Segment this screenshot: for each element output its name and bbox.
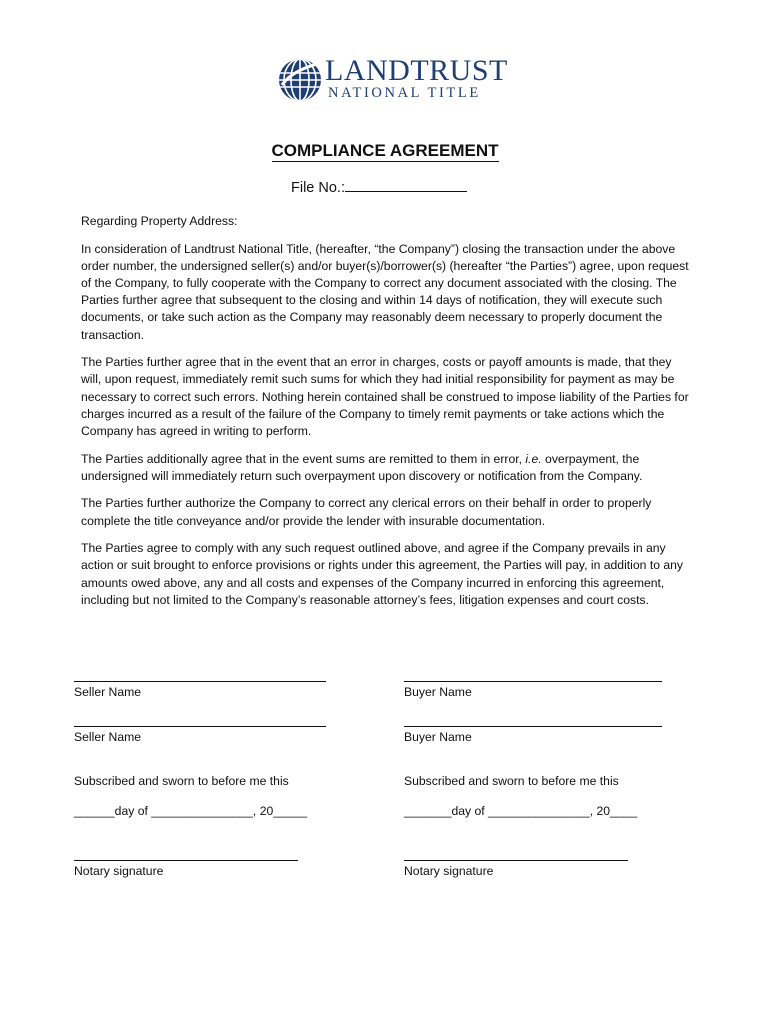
document-title-text: COMPLIANCE AGREEMENT: [271, 141, 499, 160]
buyer-date-line[interactable]: _______day of _______________, 20____: [404, 804, 638, 818]
seller-date-line[interactable]: ______day of _______________, 20_____: [74, 804, 308, 818]
buyer-signature-line-2[interactable]: [404, 726, 662, 727]
paragraph-clerical: The Parties further authorize the Company to correct any clerical errors on their behalf in order to properly complete the title conveyance and/or provide the lender with insurable documentation.: [81, 496, 652, 528]
buyer-notary-line[interactable]: [404, 860, 628, 861]
logo-subtitle: NATIONAL TITLE: [328, 85, 481, 101]
buyer-sworn-text: Subscribed and sworn to before me this: [404, 774, 619, 788]
seller-name-label-1: Seller Name: [74, 685, 142, 699]
seller-sworn-text: Subscribed and sworn to before me this: [74, 774, 289, 788]
paragraph-overpayment-start: The Parties additionally agree that in the event sums are remitted to them in error,: [81, 451, 526, 466]
company-logo: [278, 54, 508, 105]
seller-notary-label: Notary signature: [74, 864, 164, 878]
buyer-name-label-2: Buyer Name: [404, 730, 472, 744]
paragraph-consideration: In consideration of Landtrust National Title, (hereafter, “the Company”) closing the transaction under the above order number, the undersigned seller(s) and/or buyer(s)/borrower(s) (hereafter “the Parties”) agree, upon request of the Company, to fully cooperate with the Company to correct any document associated with the closing. The Parties further agree that subsequent to the closing and within 14 days of notification, they will execute such documents, or take such action as the Company may reasonably deem necessary to properly document the transaction.: [81, 241, 689, 342]
seller-signature-line-1[interactable]: [74, 681, 326, 682]
buyer-name-label-1: Buyer Name: [404, 685, 472, 699]
file-number-blank[interactable]: [345, 178, 467, 192]
seller-notary-line[interactable]: [74, 860, 298, 861]
agreement-body: [81, 213, 691, 619]
paragraph-overpayment-end: overpayment, the undersigned will immediately return such overpayment upon discovery or notification from the Company.: [81, 451, 643, 483]
logo-name: LANDTRUST: [325, 54, 508, 87]
paragraph-errors: The Parties further agree that in the event that an error in charges, costs or payoff amounts is made, that they will, upon request, immediately remit such sums for which they had initial responsibility for payment as may be necessary to correct such errors. Nothing herein contained shall be construed to impose liability of the Parties for charges incurred as a result of the failure of the Company to timely remit payments or take actions which the Company has agreed in writing to perform.: [81, 355, 689, 439]
document-title: [0, 140, 770, 162]
paragraph-overpayment: [81, 451, 691, 485]
buyer-signature-line-1[interactable]: [404, 681, 662, 682]
paragraph-enforcement: The Parties agree to comply with any such request outlined above, and agree if the Company prevails in any action or suit brought to enforce provisions or rights under this agreement, the Parties will pay, in addition to any amounts owed above, any and all costs and expenses of the Company incurred in enforcing this agreement, including but not limited to the Company’s reasonable attorney’s fees, litigation expenses and court costs.: [81, 541, 684, 607]
buyer-notary-label: Notary signature: [404, 864, 494, 878]
file-number-field[interactable]: [291, 178, 467, 197]
globe-icon: [278, 55, 322, 105]
seller-signature-line-2[interactable]: [74, 726, 326, 727]
seller-name-label-2: Seller Name: [74, 730, 142, 744]
paragraph-overpayment-italic: i.e.: [525, 451, 542, 466]
file-number-label: File No.:: [291, 180, 345, 196]
property-address-label: Regarding Property Address:: [81, 214, 238, 228]
